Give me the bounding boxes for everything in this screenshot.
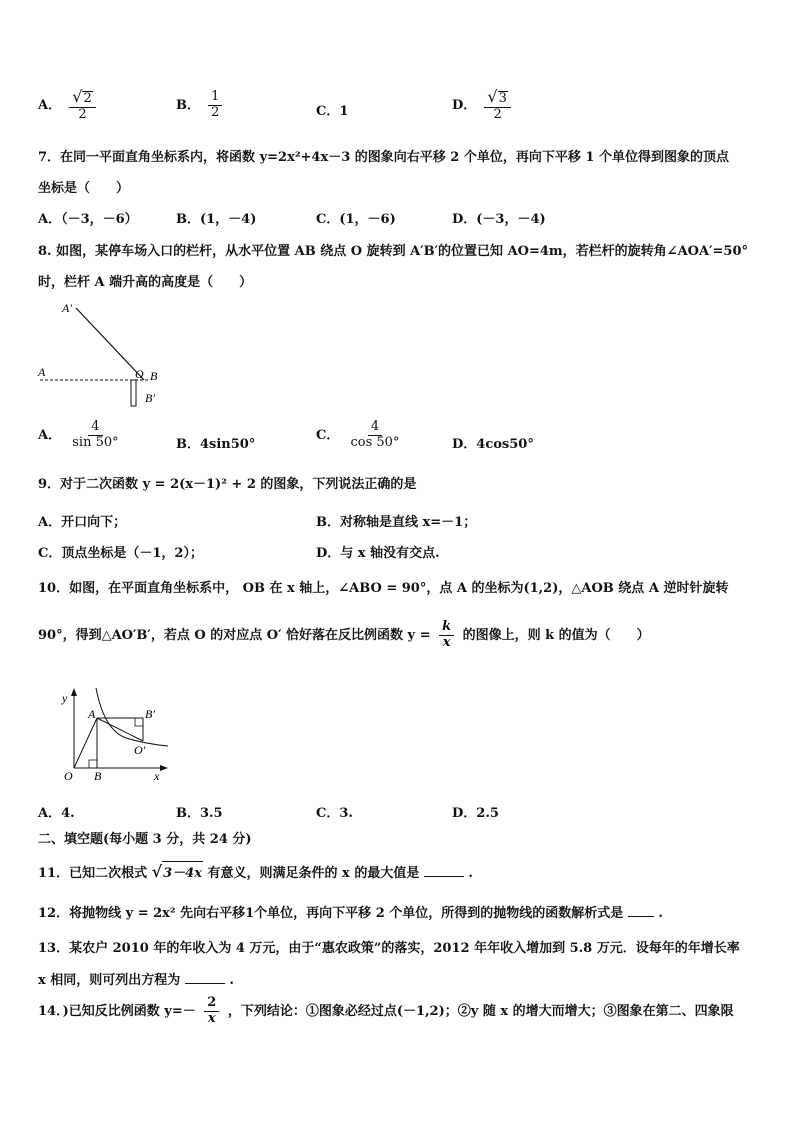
q8-label-a-prime: A′	[62, 301, 72, 315]
q11-radical-sign: √	[151, 862, 163, 881]
q10-option-d: D．2.5	[452, 806, 499, 821]
q11-stem: 11．已知二次根式 √3－4x 有意义，则满足条件的 x 的最大值是 .	[38, 862, 473, 881]
q10-option-b: B．3.5	[176, 806, 223, 821]
q10-label-x: x	[154, 769, 160, 783]
q8-label-a: A	[38, 365, 46, 379]
q6-option-b: B． $\frac{1}{2}$	[176, 90, 226, 121]
q9-option-b: B．对称轴是直线 x=－1；	[316, 515, 477, 530]
q8-stem-line1: 8. 如图，某停车场入口的栏杆，从水平位置 AB 绕点 O 旋转到 A′B′的位置已知 AO=4m，若栏杆的旋转角∠AOA′=50°	[38, 244, 748, 259]
q9-stem: 9．对于二次函数 y = 2(x－1)² + 2 的图象，下列说法正确的是	[38, 477, 417, 492]
q6-option-a: A． $\frac{√2}{2}$	[38, 88, 100, 123]
q13-stem-line2: x 相同，则可列出方程为 .	[38, 973, 234, 988]
q6-d-fraction: $\frac{√3}{2}$	[484, 88, 510, 123]
q7-stem-line2: 坐标是（ ）	[38, 181, 130, 196]
q6-option-c: C．1	[316, 104, 349, 119]
q8-c-fraction: $\frac{4}{\cos 50^\circ}$	[350, 419, 400, 450]
q6-option-d: D． $\frac{√3}{2}$	[452, 88, 515, 123]
q13-stem-line1: 13．某农户 2010 年的年收入为 4 万元，由于“惠农政策”的落实，2012 年年收入增加到 5.8 万元．设每年的年增长率	[38, 941, 740, 956]
q10-x-arrow	[160, 765, 168, 771]
q10-segment-oa	[74, 718, 97, 768]
q10-right-angle-b-prime	[135, 718, 143, 726]
q13-answer-blank[interactable]	[185, 983, 225, 984]
q6-b-fraction: $\frac{1}{2}$	[208, 90, 222, 121]
q10-hyperbola	[96, 688, 168, 746]
q6-a-fraction: $\frac{√2}{2}$	[69, 88, 95, 123]
q10-stem-line1: 10．如图，在平面直角坐标系中， OB 在 x 轴上，∠ABO = 90°，点 A 的坐标为(1,2)，△AOB 绕点 A 逆时针旋转	[38, 581, 729, 596]
q8-barrier-figure	[36, 296, 166, 412]
q8-label-b: B	[150, 369, 158, 383]
q10-option-c: C．3.	[316, 806, 353, 821]
q9-option-d: D．与 x 轴没有交点.	[316, 546, 440, 561]
q11-answer-blank[interactable]	[424, 876, 464, 877]
q7-option-b: B．(1，－4)	[176, 212, 257, 227]
q10-segment-a-o-prime	[97, 718, 143, 741]
q12-stem: 12．将抛物线 y = 2x² 先向右平移1个单位，再向下平移 2 个单位，所得到的抛物线的函数解析式是 .	[38, 906, 663, 921]
q10-stem-line2: 90°，得到△AO′B′，若点 O 的对应点 O′ 恰好落在反比例函数 y = $\frac{k}{x}$ 的图像上，则 k 的值为（ ）	[38, 619, 650, 650]
q10-label-a: A	[88, 707, 96, 721]
q10-k-over-x: $\frac{k}{x}$	[439, 620, 454, 651]
q10-label-b: B	[94, 769, 102, 783]
q8-stem-line2: 时，栏杆 A 端升高的高度是（ ）	[38, 275, 253, 290]
q10-label-o-prime: O′	[134, 743, 146, 757]
q8-a-fraction: $\frac{4}{\sin 50^\circ}$	[72, 419, 119, 450]
q8-option-d: D．4cos50°	[452, 437, 534, 452]
q8-label-b-prime: B′	[145, 391, 155, 405]
q10-coordinate-figure	[56, 680, 176, 784]
q9-option-c: C．顶点坐标是（－1，2）；	[38, 546, 203, 561]
q8-option-c: C． $\frac{4}{\cos 50^\circ}$	[316, 420, 406, 451]
q10-right-angle-b	[89, 760, 97, 768]
q8-label-o: O	[135, 367, 144, 381]
q8-option-b: B．4sin50°	[176, 437, 256, 452]
q10-option-a: A．4.	[38, 806, 75, 821]
q10-label-y: y	[62, 691, 68, 705]
section-heading-fill-in: 二、填空题(每小题 3 分，共 24 分)	[38, 832, 252, 847]
q8-post	[131, 380, 136, 406]
q10-label-o: O	[64, 769, 73, 783]
q8-option-a: A． $\frac{4}{\sin 50^\circ}$	[38, 420, 126, 451]
q10-label-b-prime: B′	[145, 707, 155, 721]
q12-answer-blank[interactable]	[628, 916, 654, 917]
q9-option-a: A．开口向下；	[38, 515, 127, 530]
q10-y-arrow	[71, 688, 77, 696]
q7-option-d: D．(－3，－4)	[452, 212, 546, 227]
q8-rotated-bar	[76, 308, 144, 380]
q7-option-c: C．(1，－6)	[316, 212, 396, 227]
q14-fraction: $\frac{2}{x}$	[204, 996, 219, 1027]
q14-stem: 14．)已知反比例函数 y=－ $\frac{2}{x}$ ，下列结论：①图象必经过点(－1,2)；②y 随 x 的增大而增大；③图象在第二、四象限	[38, 995, 734, 1026]
q7-stem-line1: 7．在同一平面直角坐标系内，将函数 y=2x²+4x－3 的图象向右平移 2 个单位，再向下平移 1 个单位得到图象的顶点	[38, 150, 729, 165]
q7-option-a: A．（－3，－6）	[38, 212, 138, 227]
